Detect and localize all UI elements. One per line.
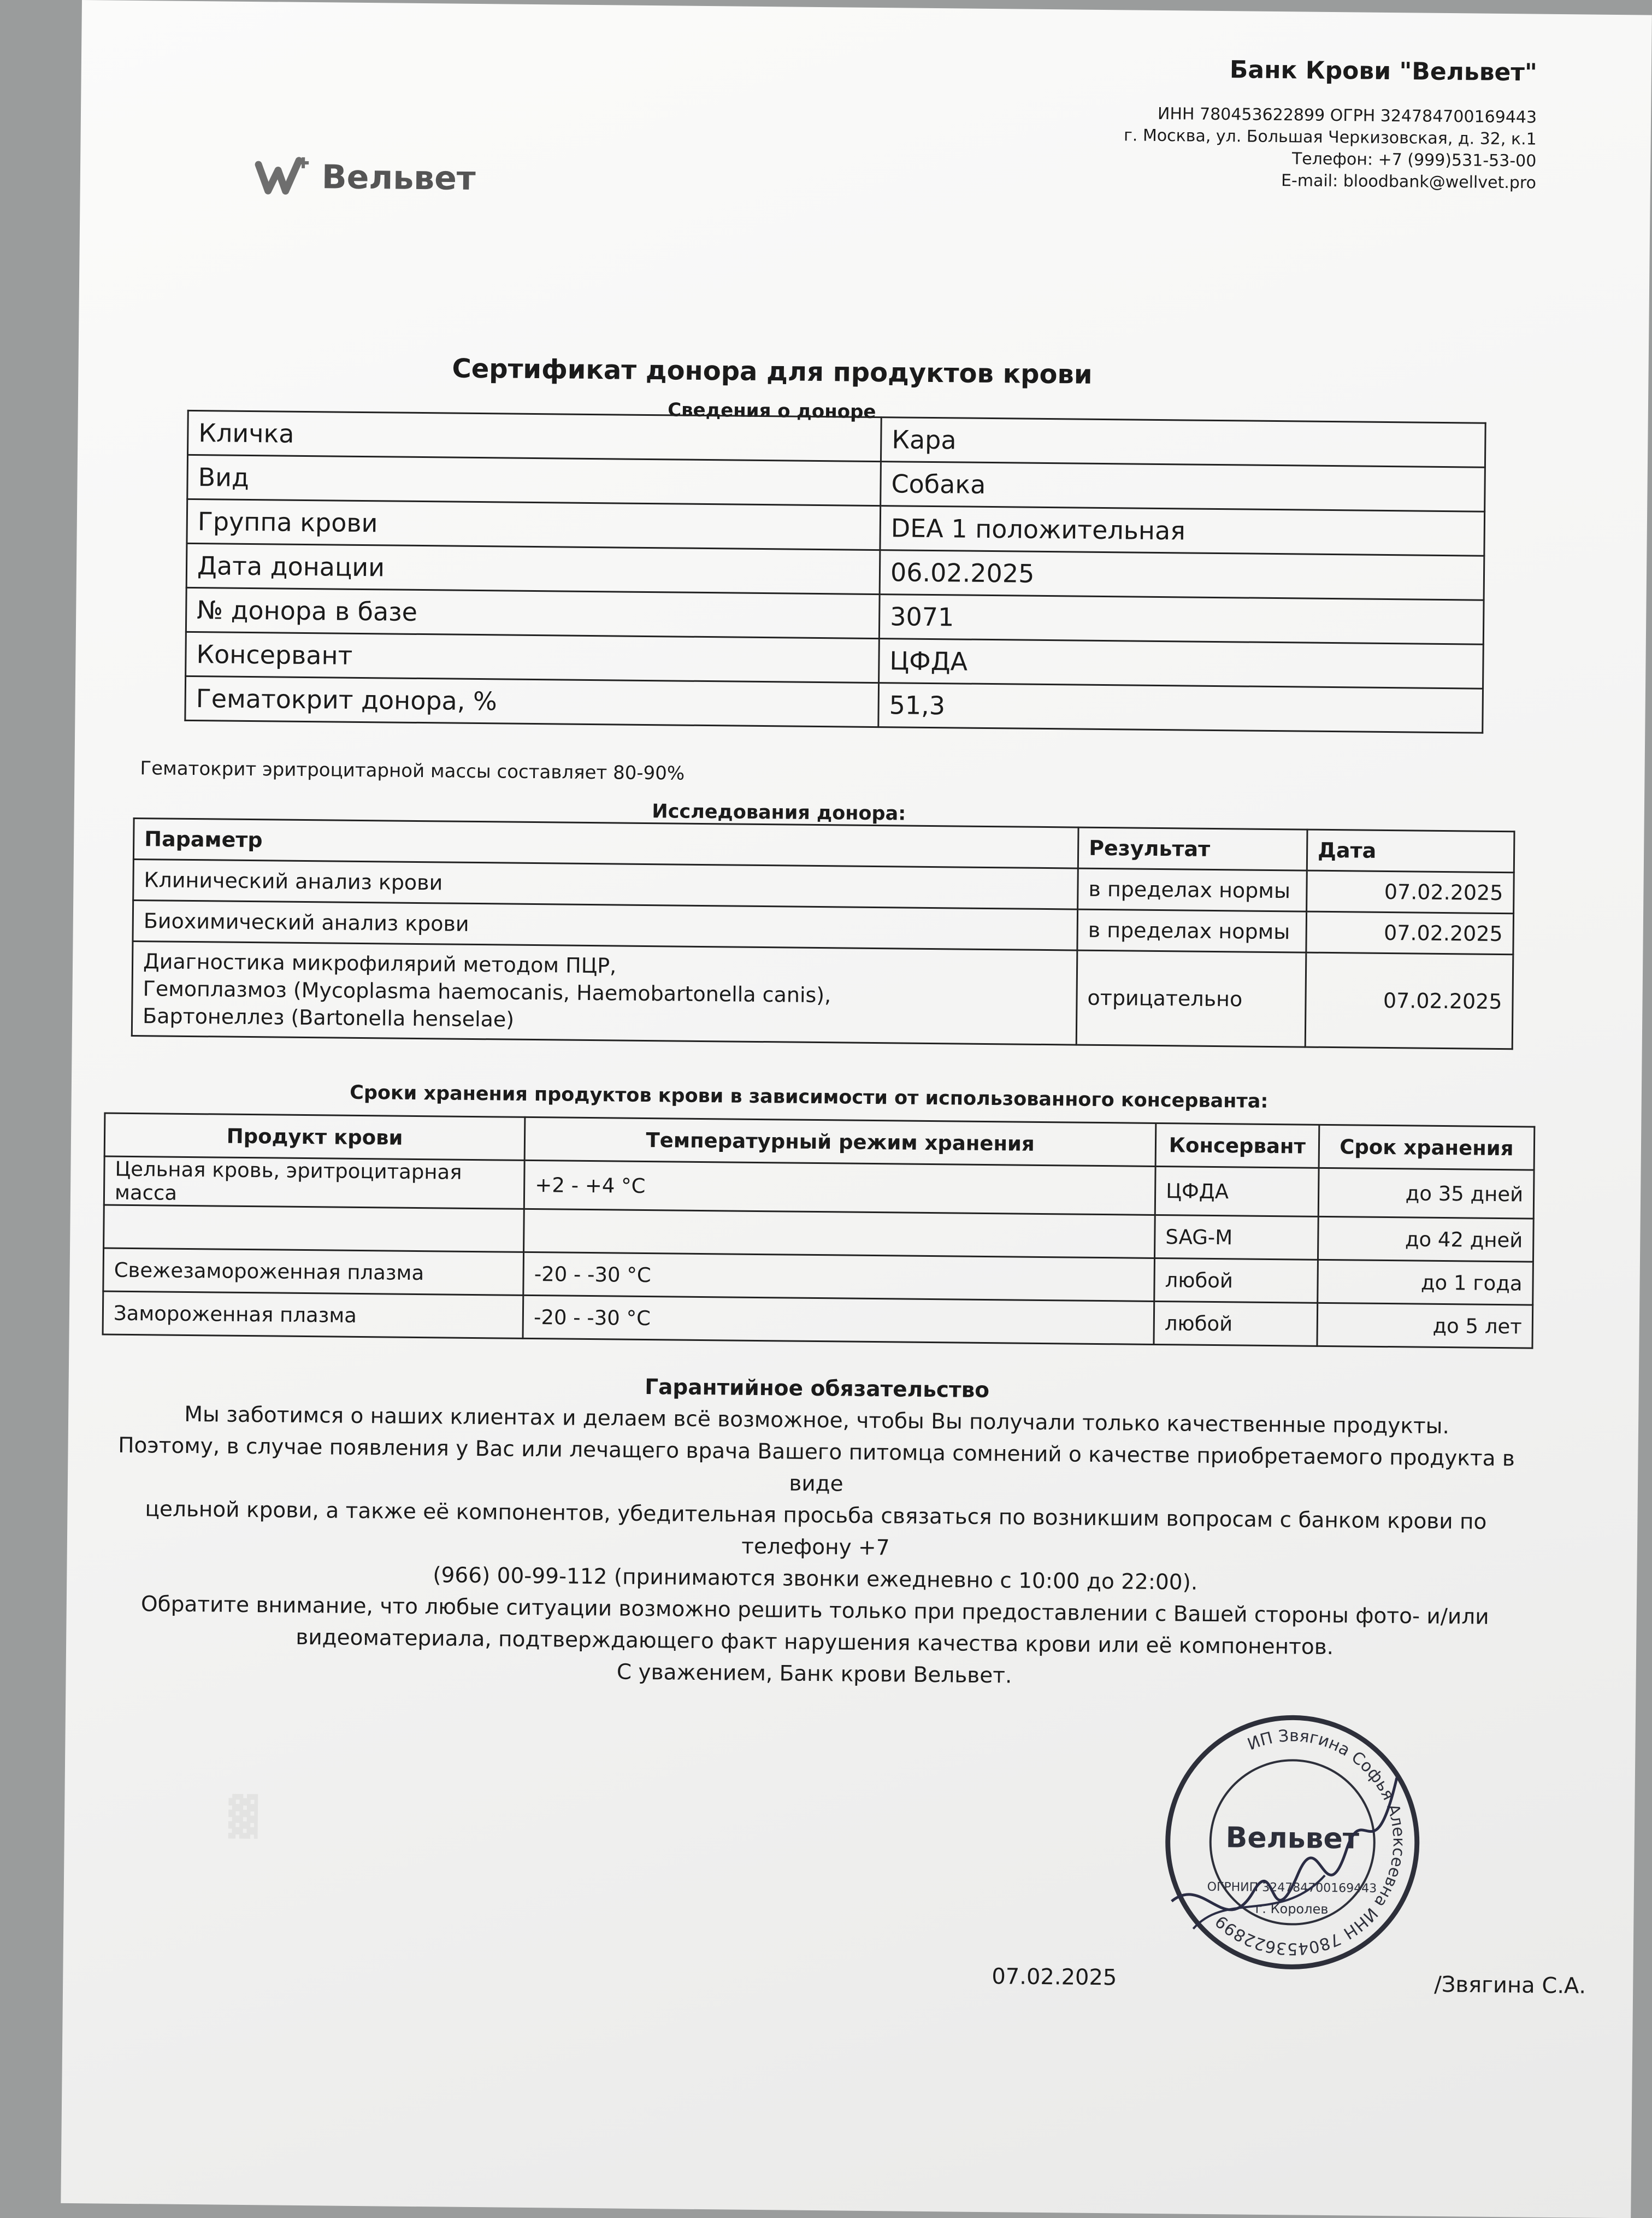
guarantee-line: Мы заботимся о наших клиентах и делаем всё возможное, чтобы Вы получали только качественные продукты. bbox=[184, 1402, 1450, 1439]
storage-title: Сроки хранения продуктов крови в зависимости от использованного консерванта: bbox=[350, 1081, 1268, 1113]
storage-header-product: Продукт крови bbox=[104, 1113, 525, 1160]
storage-preservative: SAG-M bbox=[1155, 1215, 1318, 1260]
inn-ogrn: ИНН 780453622899 ОГРН 324784700169443 bbox=[1157, 104, 1537, 127]
donor-field-value: Кара bbox=[881, 417, 1485, 468]
storage-preservative: ЦФДА bbox=[1155, 1166, 1319, 1216]
storage-temp: -20 - -30 °C bbox=[523, 1252, 1155, 1301]
logo-text: Вельвет bbox=[321, 158, 476, 198]
address: г. Москва, ул. Большая Черкизовская, д. 32, к.1 bbox=[1123, 126, 1537, 149]
donor-field-label: Консервант bbox=[186, 632, 880, 683]
storage-header-temp: Температурный режим хранения bbox=[524, 1117, 1156, 1166]
research-header-param: Параметр bbox=[133, 818, 1078, 868]
storage-preservative: любой bbox=[1154, 1301, 1317, 1346]
storage-preservative: любой bbox=[1154, 1258, 1318, 1303]
research-param-line: Бартонеллез (Bartonella henselae) bbox=[142, 1004, 515, 1032]
stamp-ring-text: ИП Звягина Софья Алексеевна ИНН 780453622899 bbox=[1212, 1726, 1408, 1958]
certificate-sheet bbox=[61, 0, 1652, 2218]
storage-product bbox=[104, 1205, 524, 1252]
storage-table bbox=[102, 1112, 1536, 1349]
donor-field-label: Группа крови bbox=[187, 499, 881, 550]
research-result: отрицательно bbox=[1076, 950, 1306, 1047]
research-param-line: Диагностика микрофилярий методом ПЦР, bbox=[143, 949, 617, 978]
guarantee-title: Гарантийное обязательство bbox=[645, 1375, 990, 1403]
research-param: Клинический анализ крови bbox=[133, 859, 1078, 909]
storage-temp bbox=[524, 1209, 1155, 1258]
stamp-ogrnip: ОГРНИП 324784700169443 bbox=[1207, 1880, 1377, 1896]
stamp-city: г. Королев bbox=[1255, 1901, 1329, 1917]
storage-product: Свежезамороженная плазма bbox=[103, 1248, 524, 1295]
donor-field-value: Собака bbox=[881, 462, 1485, 512]
donor-field-label: № донора в базе bbox=[186, 587, 880, 638]
research-date: 07.02.2025 bbox=[1307, 870, 1514, 914]
wellvet-logo-icon bbox=[254, 155, 315, 199]
stamp-logo-text: Вельвет bbox=[1225, 1821, 1360, 1856]
phone: Телефон: +7 (999)531-53-00 bbox=[1291, 149, 1537, 171]
storage-header-term: Срок хранения bbox=[1319, 1125, 1535, 1170]
storage-product: Цельная кровь, эритроцитарная масса bbox=[104, 1156, 524, 1209]
donor-field-label: Кличка bbox=[188, 410, 882, 461]
research-param: Биохимический анализ крови bbox=[133, 900, 1078, 950]
storage-temp: +2 - +4 °C bbox=[524, 1160, 1155, 1215]
donor-info-table bbox=[184, 410, 1486, 734]
research-result: в пределах нормы bbox=[1078, 868, 1307, 911]
guarantee-line: Поэтому, в случае появления у Вас или лечащего врача Вашего питомца сомнений о качестве приобретаемого продукта в виде bbox=[117, 1433, 1515, 1497]
company-stamp bbox=[1160, 1710, 1425, 1975]
guarantee-block bbox=[98, 1366, 1532, 1697]
show-through-text: ▓ bbox=[228, 1793, 258, 1839]
storage-temp: -20 - -30 °C bbox=[523, 1295, 1154, 1344]
donor-field-value: DEA 1 положительная bbox=[880, 506, 1485, 556]
donor-field-value: 3071 bbox=[879, 595, 1484, 645]
research-header-date: Дата bbox=[1307, 829, 1514, 873]
storage-term: до 5 лет bbox=[1317, 1303, 1533, 1348]
storage-term: до 1 года bbox=[1317, 1260, 1533, 1305]
research-table bbox=[131, 817, 1515, 1050]
guarantee-line: С уважением, Банк крови Вельвет. bbox=[616, 1660, 1012, 1688]
donor-field-value: ЦФДА bbox=[879, 639, 1484, 689]
guarantee-line: Обратите внимание, что любые ситуации возможно решить только при предоставлении с Вашей стороны фото- и/или bbox=[140, 1592, 1489, 1629]
donor-field-value: 06.02.2025 bbox=[880, 550, 1484, 601]
bank-name: Банк Крови "Вельвет" bbox=[1229, 56, 1538, 87]
donor-field-label: Вид bbox=[187, 455, 881, 505]
hematocrit-note: Гематокрит эритроцитарной массы составляет 80-90% bbox=[140, 757, 685, 785]
guarantee-line: (966) 00-99-112 (принимаются звонки ежедневно с 10:00 до 22:00). bbox=[433, 1563, 1198, 1595]
storage-term: до 35 дней bbox=[1318, 1168, 1534, 1219]
donor-section-title: Сведения о доноре bbox=[667, 399, 876, 423]
guarantee-line: видеоматериала, подтверждающего факт нарушения качества крови или её компонентов. bbox=[296, 1625, 1334, 1660]
research-title: Исследования донора: bbox=[652, 801, 906, 825]
research-header-result: Результат bbox=[1078, 827, 1307, 870]
donor-field-label: Дата донации bbox=[186, 543, 880, 594]
donor-field-value: 51,3 bbox=[878, 683, 1483, 733]
company-logo bbox=[254, 155, 476, 201]
research-date: 07.02.2025 bbox=[1305, 952, 1513, 1049]
storage-product: Замороженная плазма bbox=[103, 1291, 523, 1338]
research-result: в пределах нормы bbox=[1077, 909, 1307, 952]
storage-header-preservative: Консервант bbox=[1155, 1123, 1319, 1168]
research-date: 07.02.2025 bbox=[1306, 911, 1514, 955]
signature-date: 07.02.2025 bbox=[992, 1964, 1117, 1991]
document-title: Сертификат донора для продуктов крови bbox=[452, 353, 1093, 390]
research-param-line: Гемоплазмоз (Mycoplasma haemocanis, Haemobartonella canis), bbox=[143, 976, 831, 1008]
signature-name: /Звягина С.А. bbox=[1434, 1972, 1586, 1999]
storage-term: до 42 дней bbox=[1318, 1216, 1533, 1262]
donor-field-label: Гематокрит донора, % bbox=[185, 676, 879, 727]
table-row bbox=[132, 941, 1513, 1049]
email: E-mail: bloodbank@wellvet.pro bbox=[1281, 171, 1537, 193]
research-param-multiline bbox=[132, 941, 1077, 1045]
guarantee-line: цельной крови, а также её компонентов, убедительная просьба связаться по возникшим вопросам с банком крови по телефону +7 bbox=[145, 1497, 1487, 1561]
